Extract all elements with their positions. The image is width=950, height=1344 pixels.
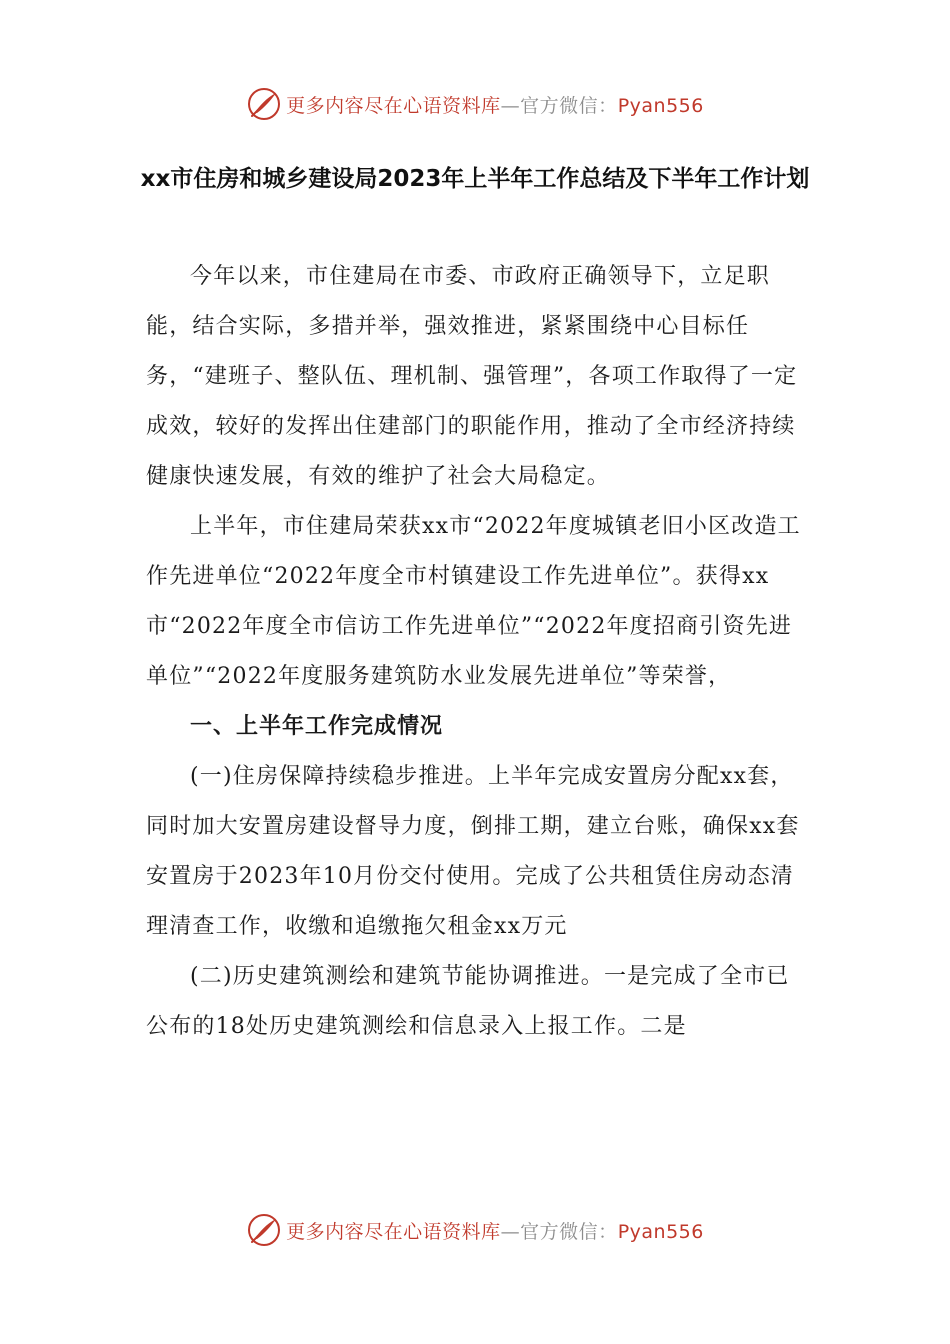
bottom-watermark-banner [0, 1208, 950, 1252]
paragraph-housing-security: (一)住房保障持续稳步推进。上半年完成安置房分配xx套，同时加大安置房建设督导力度，倒排工期，建立台账，确保xx套安置房于2023年10月份交付使用。完成了公共租赁住房动态清理清查工作，收缴和追缴拖欠租金xx万元 [146, 764, 800, 939]
watermark-separator: — [500, 1220, 521, 1243]
paragraph-historic-buildings: (二)历史建筑测绘和建筑节能协调推进。一是完成了全市已公布的18处历史建筑测绘和信息录入上报工作。二是 [146, 964, 790, 1039]
document-body [146, 252, 806, 1052]
watermark-separator: — [500, 94, 521, 117]
watermark-main-text: 更多内容尽在心语资料库 [286, 94, 501, 117]
watermark-main-text: 更多内容尽在心语资料库 [286, 1220, 501, 1243]
top-watermark-banner [0, 82, 950, 126]
watermark-official-label: 官方微信： [520, 1220, 618, 1243]
paragraph-intro: 今年以来，市住建局在市委、市政府正确领导下，立足职能，结合实际，多措并举，强效推进，紧紧围绕中心目标任务，“建班子、整队伍、理机制、强管理”，各项工作取得了一定成效，较好的发挥出住建部门的职能作用，推动了全市经济持续健康快速发展，有效的维护了社会大局稳定。 [146, 264, 798, 489]
watermark-text [286, 91, 704, 118]
section-heading-first-half: 一、上半年工作完成情况 [190, 714, 444, 739]
paragraph-honors: 上半年，市住建局荣获xx市“2022年度城镇老旧小区改造工作先进单位“2022年度全市村镇建设工作先进单位”。获得xx市“2022年度全市信访工作先进单位”“2022年度招商引资先进单位”“2022年度服务建筑防水业发展先进单位”等荣誉， [146, 514, 801, 689]
document-title: xx市住房和城乡建设局2023年上半年工作总结及下半年工作计划 [140, 166, 810, 192]
quill-logo-icon [246, 1212, 282, 1248]
watermark-official-label: 官方微信： [520, 94, 618, 117]
watermark-wechat-id: Pyan556 [617, 1220, 704, 1243]
watermark-text [286, 1217, 704, 1244]
quill-logo-icon [246, 86, 282, 122]
watermark-wechat-id: Pyan556 [617, 94, 704, 117]
